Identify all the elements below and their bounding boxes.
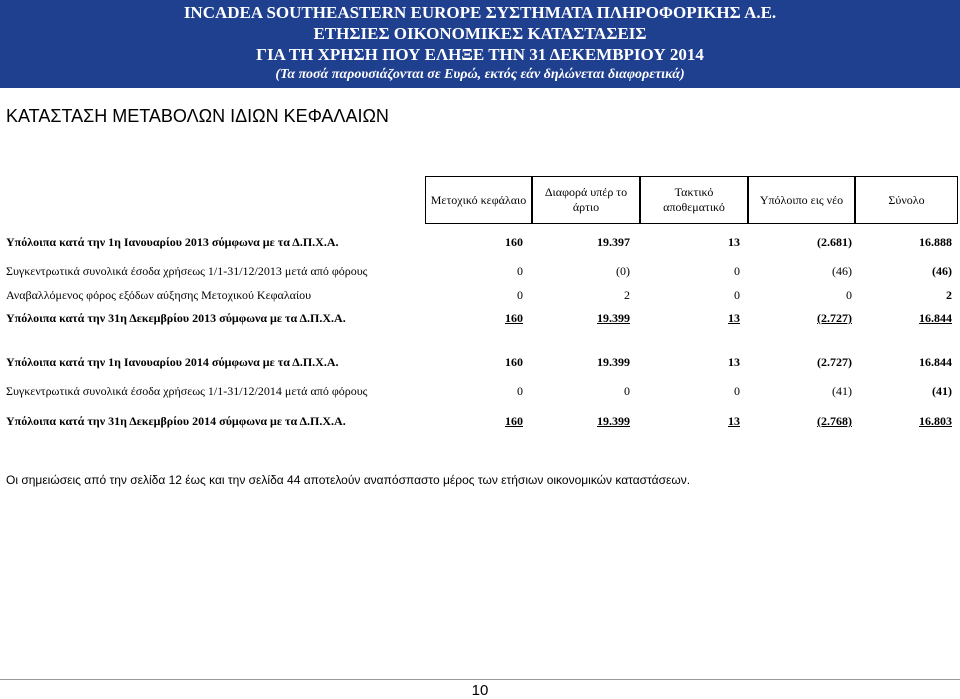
notes-reference: Οι σημειώσεις από την σελίδα 12 έως και την σελίδα 44 αποτελούν αναπόσπαστο μέρος των ετήσιων οικονομικών καταστάσεων. — [6, 473, 691, 487]
cell-legal-reserve: 13 — [728, 235, 740, 249]
cell-total: (41) — [932, 384, 952, 398]
cell-retained-earnings: (2.768) — [817, 414, 852, 428]
cell-retained-earnings: (2.681) — [817, 235, 852, 249]
cell-retained-earnings: (2.727) — [817, 355, 852, 369]
cell-share-premium: 19.397 — [597, 235, 630, 249]
row-label: Αναβαλλόμενος φόρος εξόδων αύξησης Μετοχικού Κεφαλαίου — [6, 288, 312, 302]
column-header-retained-earnings: Υπόλοιπο εις νέο — [748, 176, 855, 224]
cell-share-premium: 19.399 — [597, 414, 630, 428]
cell-total: 16.844 — [919, 311, 952, 325]
cell-retained-earnings: (46) — [832, 264, 852, 278]
table-row — [0, 263, 960, 279]
cell-share-capital: 160 — [505, 235, 523, 249]
cell-share-premium: 19.399 — [597, 311, 630, 325]
table-row — [0, 287, 960, 303]
column-header-total: Σύνολο — [855, 176, 958, 224]
document-subtitle: ΕΤΗΣΙΕΣ ΟΙΚΟΝΟΜΙΚΕΣ ΚΑΤΑΣΤΑΣΕΙΣ — [313, 24, 647, 43]
cell-share-premium: 2 — [624, 288, 630, 302]
cell-legal-reserve: 0 — [734, 384, 740, 398]
cell-share-capital: 160 — [505, 355, 523, 369]
cell-legal-reserve: 13 — [728, 311, 740, 325]
cell-total: 16.803 — [919, 414, 952, 428]
row-label: Υπόλοιπα κατά την 1η Ιανουαρίου 2013 σύμφωνα με τα Δ.Π.Χ.Α. — [6, 235, 339, 249]
column-header-share-capital: Μετοχικό κεφάλαιο — [425, 176, 532, 224]
row-label: Υπόλοιπα κατά την 31η Δεκεμβρίου 2014 σύμφωνα με τα Δ.Π.Χ.Α. — [6, 414, 346, 428]
section-title: ΚΑΤΑΣΤΑΣΗ ΜΕΤΑΒΟΛΩΝ ΙΔΙΩΝ ΚΕΦΑΛΑΙΩΝ — [6, 106, 389, 126]
cell-share-premium: (0) — [616, 264, 630, 278]
page-divider — [0, 679, 960, 680]
cell-share-capital: 160 — [505, 311, 523, 325]
cell-legal-reserve: 0 — [734, 288, 740, 302]
cell-total: (46) — [932, 264, 952, 278]
page-number: 10 — [471, 682, 489, 699]
column-header-legal-reserve: Τακτικό αποθεματικό — [640, 176, 748, 224]
cell-retained-earnings: (41) — [832, 384, 852, 398]
cell-share-capital: 0 — [517, 264, 523, 278]
row-label: Συγκεντρωτικά συνολικά έσοδα χρήσεως 1/1-31/12/2014 μετά από φόρους — [6, 384, 368, 398]
column-header-share-premium: Διαφορά υπέρ το άρτιο — [532, 176, 640, 224]
row-label: Συγκεντρωτικά συνολικά έσοδα χρήσεως 1/1-31/12/2013 μετά από φόρους — [6, 264, 368, 278]
cell-retained-earnings: 0 — [846, 288, 852, 302]
cell-legal-reserve: 13 — [728, 355, 740, 369]
table-row — [0, 310, 960, 326]
reporting-period: ΓΙΑ ΤΗ ΧΡΗΣΗ ΠΟΥ ΕΛΗΞΕ ΤΗΝ 31 ΔΕΚΕΜΒΡΙΟΥ 2014 — [256, 45, 704, 64]
currency-note: (Τα ποσά παρουσιάζονται σε Ευρώ, εκτός εάν δηλώνεται διαφορετικά) — [275, 67, 685, 82]
table-row — [0, 354, 960, 370]
company-name: INCADEA SOUTHEASTERN EUROPE ΣΥΣΤΗΜΑΤΑ ΠΛΗΡΟΦΟΡΙΚΗΣ Α.Ε. — [183, 3, 777, 22]
cell-share-capital: 0 — [517, 384, 523, 398]
table-row — [0, 234, 960, 250]
cell-total: 16.844 — [919, 355, 952, 369]
cell-legal-reserve: 13 — [728, 414, 740, 428]
table-row — [0, 383, 960, 399]
cell-total: 2 — [946, 288, 952, 302]
cell-legal-reserve: 0 — [734, 264, 740, 278]
cell-share-premium: 0 — [624, 384, 630, 398]
row-label: Υπόλοιπα κατά την 31η Δεκεμβρίου 2013 σύμφωνα με τα Δ.Π.Χ.Α. — [6, 311, 346, 325]
cell-retained-earnings: (2.727) — [817, 311, 852, 325]
cell-share-capital: 160 — [505, 414, 523, 428]
cell-total: 16.888 — [919, 235, 952, 249]
document-header — [0, 0, 960, 88]
cell-share-capital: 0 — [517, 288, 523, 302]
cell-share-premium: 19.399 — [597, 355, 630, 369]
table-row — [0, 413, 960, 429]
row-label: Υπόλοιπα κατά την 1η Ιανουαρίου 2014 σύμφωνα με τα Δ.Π.Χ.Α. — [6, 355, 339, 369]
